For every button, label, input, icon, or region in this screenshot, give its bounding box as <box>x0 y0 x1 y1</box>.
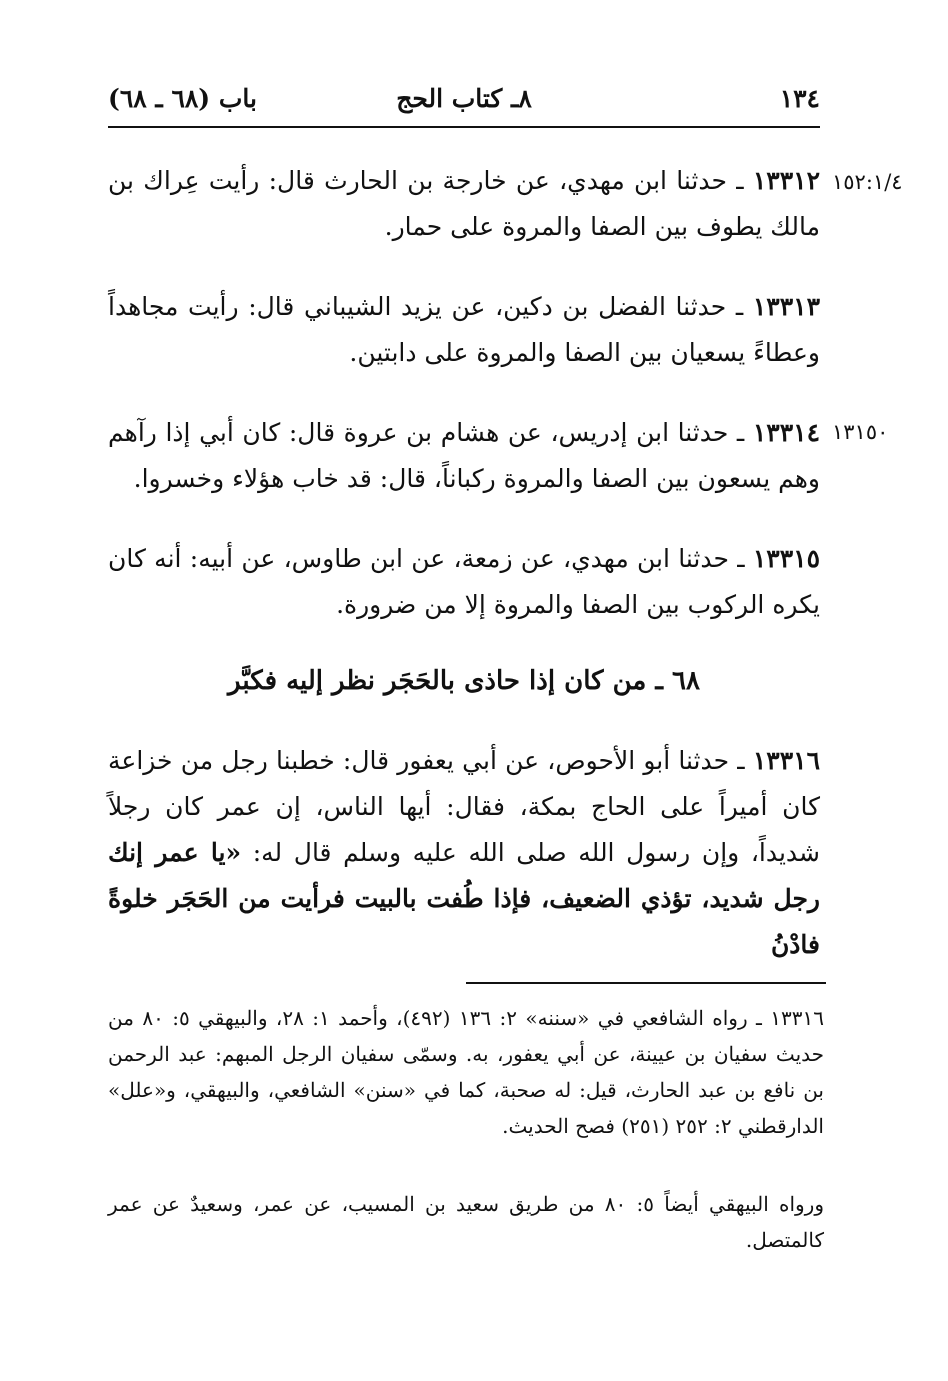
hadith-paragraph <box>108 536 820 628</box>
hadith-text: ـ حدثنا ابن مهدي، عن زمعة، عن ابن طاوس، عن أبيه: أنه كان يكره الركوب بين الصفا والمروة إلا من ضرورة. <box>108 544 820 619</box>
book-title: ٨ـ كتاب الحج <box>396 84 532 113</box>
prophetic-quote: «يا عمر إنك رجل شديد، تؤذي الضعيف، فإذا طُفت بالبيت فرأيت من الحَجَر خلوةً فادْنُ <box>108 838 820 959</box>
hadith-paragraph <box>108 738 820 968</box>
page-number: ١٣٤ <box>779 84 820 113</box>
hadith-paragraph <box>108 284 820 376</box>
hadith-text: ـ حدثنا أبو الأحوص، عن أبي يعفور قال: خطبنا رجل من خزاعة كان أميراً على الحاج بمكة، فقال: أيها الناس، إن عمر كان رجلاً شديداً، وإن رسول الله صلى الله عليه وسلم قال له: <box>108 746 820 867</box>
hadith-paragraph <box>108 410 820 502</box>
hadith-text: ـ حدثنا ابن إدريس، عن هشام بن عروة قال: كان أبي إذا رآهم وهم يسعون بين الصفا والمروة ركباناً، قال: قد خاب هؤلاء وخسروا. <box>108 418 820 493</box>
hadith-number: ١٣٣١٥ <box>752 544 820 573</box>
hadith-number: ١٣٣١٢ <box>752 166 820 195</box>
hadith-number: ١٣٣١٦ <box>752 746 820 775</box>
header-rule <box>108 126 820 128</box>
hadith-number: ١٣٣١٣ <box>752 292 820 321</box>
hadith-text: ـ حدثنا ابن مهدي، عن خارجة بن الحارث قال: رأيت عِراك بن مالك يطوف بين الصفا والمروة على حمار. <box>108 166 820 241</box>
margin-reference: ١٥٢:١/٤ <box>832 170 903 194</box>
footnote: ورواه البيهقي أيضاً ٥: ٨٠ من طريق سعيد بن المسيب، عن عمر، وسعيدٌ عن عمر كالمتصل. <box>108 1192 824 1252</box>
chapter-heading: ٦٨ ـ من كان إذا حاذى بالحَجَر نظر إليه فكبَّر <box>228 666 700 696</box>
hadith-text: ـ حدثنا الفضل بن دكين، عن يزيد الشيباني قال: رأيت مجاهداً وعطاءً يسعيان بين الصفا والمروة على دابتين. <box>108 292 820 367</box>
hadith-paragraph <box>108 158 820 250</box>
footnote-separator <box>466 982 826 984</box>
chapter-range: باب (٦٨ ـ ٦٨) <box>108 84 257 113</box>
hadith-number: ١٣٣١٤ <box>752 418 820 447</box>
margin-reference: ١٣١٥٠ <box>832 420 889 444</box>
footnote: ١٣٣١٦ ـ رواه الشافعي في «سننه» ٢: ١٣٦ (٤٩٢)، وأحمد ١: ٢٨، والبيهقي ٥: ٨٠ من حديث سفيان بن عيينة، عن أبي يعفور، به. وسمّى سفيان الرجل المبهم: عبد الرحمن بن نافع بن عبد الحارث، قيل: له صحبة، كما في «سنن» الشافعي، والبيهقي، و«علل» الدارقطني ٢: ٢٥٢ (٢٥١) فصح الحديث. <box>108 1006 824 1138</box>
